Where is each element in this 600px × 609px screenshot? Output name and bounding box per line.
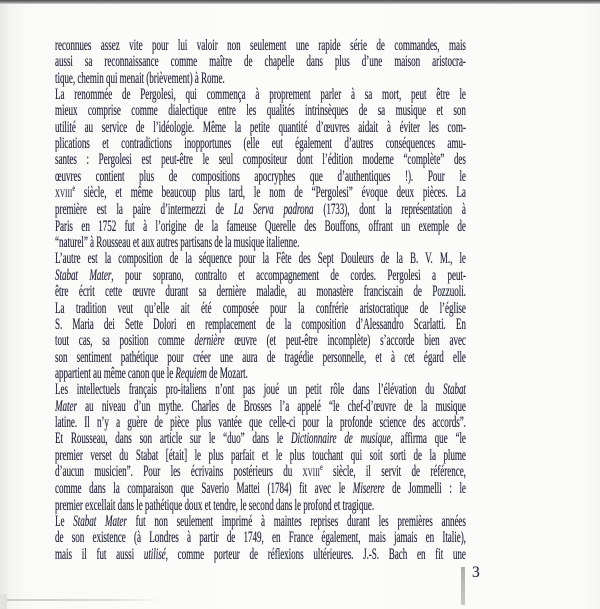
text-line: être écrit cette œuvre durant sa dernière maladie, au monastère franciscain de Pozzuoli.: [55, 283, 466, 301]
scan-bottom-edge: [0, 599, 162, 601]
text-line: La renommée de Pergolesi, qui commença à proprement parler à sa mort, peut être le: [55, 86, 466, 104]
page-text: [55, 38, 466, 563]
text-line: œuvres contient plus de compositions apocryphes que d’authentiques !). Pour le: [55, 167, 466, 185]
text-line: mieux comprise comme dialectique entre les qualités intrinsèques de sa musique et son: [55, 102, 466, 120]
text-line: XVIIIe siècle, et même beaucoup plus tard, le nom de “Pergolesi” évoque deux pièces. La: [55, 182, 466, 202]
text-line: S. Maria dei Sette Dolori en remplacement de la composition d’Alessandro Scarlatti. En: [55, 315, 466, 333]
text-line: aussi sa reconnaissance comme maître de chapelle dans plus d’une maison aristocra-: [55, 53, 466, 71]
text-line: d’aucun musicien”. Pour les écrivains postérieurs du XVIIIe siècle, il servit de référence,: [55, 461, 466, 480]
text-line: son sentiment pathétique pour créer une aura de tragédie personnelle, et à cet égard elle: [55, 348, 466, 366]
text-line: Le Stabat Mater fut non seulement imprimé à maintes reprises durant les premières années: [55, 512, 466, 530]
text-line: premier excellait dans le pathétique doux et tendre, le second dans le profond et tragique.: [55, 496, 375, 514]
text-line: appartient au même canon que le Requiem de Mozart.: [55, 364, 248, 382]
text-line: premier verset du Stabat [était] le plus parfait et le plus touchant qui soit sorti de la plume: [55, 446, 466, 464]
text-line: plications et contradictions inopportunes (elle eut également d’autres conséquences amu-: [55, 135, 466, 153]
text-line: reconnues assez vite pour lui valoir non seulement une rapide série de commandes, mais: [55, 37, 466, 54]
text-line: tout cas, sa position comme dernière œuvre (et peut-être incomplète) s’accorde bien avec: [55, 332, 466, 350]
text-line: Les intellectuels français pro-italiens n’ont pas joué un petit rôle dans l’élévation du Stabat: [55, 381, 466, 399]
scan-bottom-corner: [0, 594, 7, 609]
page-number: 3: [472, 564, 480, 581]
text-line: “naturel” à Rousseau et aux autres partisans de la musique italienne.: [55, 234, 300, 252]
text-line: Mater au niveau d’un mythe. Charles de Brosses l’a appelé “le chef-d’œuvre de la musique: [55, 397, 466, 415]
text-line: santes : Pergolesi est peut-être le seul compositeur dont l’édition moderne “complète” des: [55, 151, 466, 169]
text-line: Stabat Mater, pour soprano, contralto et accompagnement de cordes. Pergolesi a peut-: [55, 266, 466, 284]
text-line: Et Rousseau, dans son article sur le “duo” dans le Dictionnaire de musique, affirma que “le: [55, 430, 466, 448]
text-line: comme dans la comparaison que Saverio Mattei (1784) fit avec le Miserere de Jommelli : le: [55, 480, 466, 498]
scan-top-edge: [0, 0, 600, 4]
text-line: première est la paire d’intermezzi de La Serva padrona (1733), dont la représentation à: [55, 201, 466, 219]
text-line: de son existence (à Londres à partir de 1749, en France également, mais jamais en Italie),: [55, 529, 466, 547]
text-line: Paris en 1752 fut à l’origine de la fameuse Querelle des Bouffons, offrant un exemple de: [55, 217, 466, 235]
text-line: L’autre est la composition de la séquence pour la Fête des Sept Douleurs de la B. V. M., le: [55, 250, 466, 268]
text-line: latine. Il n’y a guère de pièce plus vantée que celle-ci pour la profonde science des accords”.: [55, 413, 466, 431]
text-line: mais il fut aussi utilisé, comme porteur de réflexions ultérieures. J.-S. Bach en fit une: [55, 545, 466, 563]
text-line: utilité au service de l’idéologie. Même la petite quantité d’œuvres aidait à éviter les com-: [55, 118, 466, 136]
page-number-rule: [461, 567, 465, 605]
text-line: tique, chemin qui menait (brièvement) à Rome.: [55, 69, 225, 87]
scan-left-edge: [0, 4, 9, 609]
text-line: La tradition veut qu’elle ait été composée pour la confrérie aristocratique de l’église: [55, 299, 466, 317]
